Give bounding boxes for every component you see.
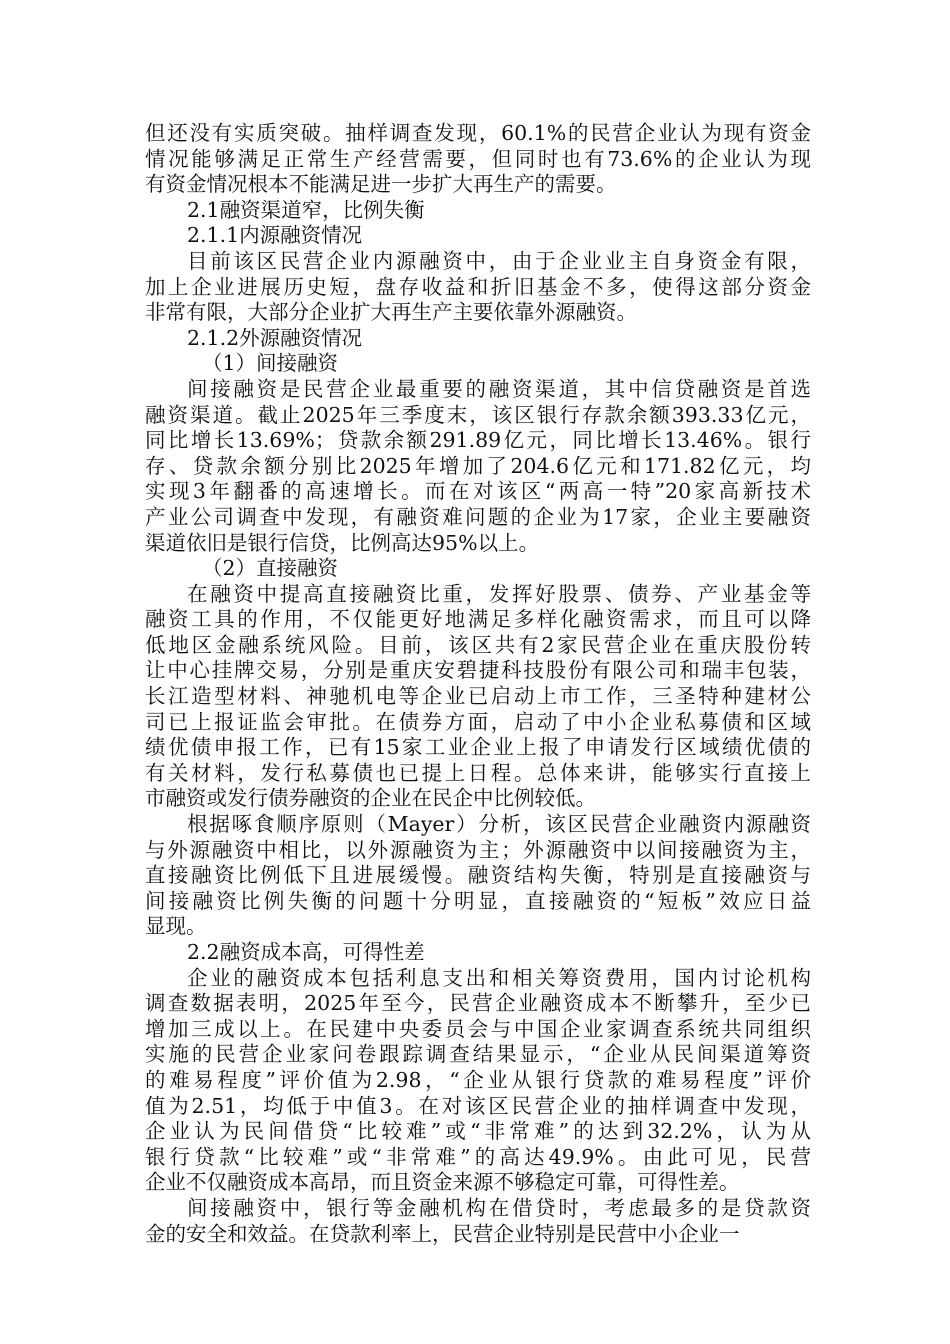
text-line: 间接融资比例失衡的问题十分明显，直接融资的“短板”效应日益 <box>145 888 811 913</box>
paragraph <box>145 812 811 940</box>
section-heading <box>145 198 811 224</box>
text-line: 有资金情况根本不能满足进一步扩大再生产的需要。 <box>145 172 617 197</box>
text-line: 低地区金融系统风险。目前，该区共有2家民营企业在重庆股份转 <box>145 632 811 657</box>
text-line: 间接融资中，银行等金融机构在借贷时，考虑最多的是贷款资 <box>187 1195 811 1220</box>
text-line: 市融资或发行债券融资的企业在民企中比例较低。 <box>145 786 596 811</box>
text-line: 值为2.51，均低于中值3。在对该区民营企业的抽样调查中发现， <box>145 1093 811 1118</box>
paragraph <box>145 377 811 556</box>
text-line: （2）直接融资 <box>202 556 339 581</box>
text-line: 企业的融资成本包括利息支出和相关筹资费用，国内讨论机构 <box>187 965 811 990</box>
section-heading <box>145 351 811 377</box>
text-line: 融资工具的作用，不仅能更好地满足多样化融资需求，而且可以降 <box>145 607 811 632</box>
text-line: 司已上报证监会审批。在债券方面，启动了中小企业私募债和区域 <box>145 709 811 734</box>
text-line: （1）间接融资 <box>202 351 339 376</box>
text-line: 与外源融资中相比，以外源融资为主；外源融资中以间接融资为主， <box>145 837 811 862</box>
text-line: 在融资中提高直接融资比重，发挥好股票、债券、产业基金等 <box>187 581 811 606</box>
text-line: 直接融资比例低下且进展缓慢。融资结构失衡，特别是直接融资与 <box>145 863 811 888</box>
text-line: 银行贷款“比较难”或“非常难”的高达49.9%。由此可见，民营 <box>145 1144 811 1169</box>
text-line: 显现。 <box>145 914 207 939</box>
text-line: 2.1融资渠道窄，比例失衡 <box>187 197 425 222</box>
paragraph <box>145 249 811 326</box>
text-line: 实现3年翻番的高速增长。而在对该区“两高一特”20家高新技术 <box>145 479 811 504</box>
text-line: 增加三成以上。在民建中央委员会与中国企业家调查系统共同组织 <box>145 1016 811 1041</box>
paragraph <box>145 966 811 1196</box>
text-line: 但还没有实质突破。抽样调查发现，60.1%的民营企业认为现有资金 <box>145 121 811 145</box>
text-line: 企业认为民间借贷“比较难”或“非常难”的达到32.2%，认为从 <box>145 1119 811 1144</box>
text-line: 实施的民营企业家问卷跟踪调查结果显示，“企业从民间渠道筹资 <box>145 1042 811 1067</box>
text-line: 目前该区民营企业内源融资中，由于企业业主自身资金有限， <box>187 248 811 273</box>
text-line: 长江造型材料、神驰机电等企业已启动上市工作，三圣特种建材公 <box>145 684 811 709</box>
paragraph <box>145 121 811 198</box>
text-line: 情况能够满足正常生产经营需要，但同时也有73.6%的企业认为现 <box>145 146 811 171</box>
text-line: 绩优债申报工作，已有15家工业企业上报了申请发行区域绩优债的 <box>145 735 811 760</box>
text-line: 非常有限，大部分企业扩大再生产主要依靠外源融资。 <box>145 300 637 325</box>
text-line: 让中心挂牌交易，分别是重庆安碧捷科技股份有限公司和瑞丰包装， <box>145 658 811 683</box>
text-line: 根据啄食顺序原则（Mayer）分析，该区民营企业融资内源融资 <box>187 812 811 837</box>
section-heading <box>145 940 811 966</box>
text-line: 加上企业进展历史短，盘存收益和折旧基金不多，使得这部分资金 <box>145 274 811 299</box>
section-heading <box>145 223 811 249</box>
text-line: 产业公司调查中发现，有融资难问题的企业为17家，企业主要融资 <box>145 504 811 529</box>
text-line: 调查数据表明，2025年至今，民营企业融资成本不断攀升，至少已 <box>145 991 811 1016</box>
text-line: 有关材料，发行私募债也已提上日程。总体来讲，能够实行直接上 <box>145 760 811 785</box>
text-line: 同比增长13.69%；贷款余额291.89亿元，同比增长13.46%。银行 <box>145 428 811 453</box>
document-body <box>145 121 811 1247</box>
paragraph <box>145 1196 811 1247</box>
paragraph <box>145 582 811 812</box>
section-heading <box>145 326 811 352</box>
text-line: 2.2融资成本高，可得性差 <box>187 940 425 964</box>
text-line: 渠道依旧是银行信贷，比例高达95%以上。 <box>145 530 540 555</box>
text-line: 企业不仅融资成本高昂，而且资金来源不够稳定可靠，可得性差。 <box>145 1170 740 1195</box>
text-line: 金的安全和效益。在贷款利率上，民营企业特别是民营中小企业一 <box>145 1221 740 1246</box>
text-line: 融资渠道。截止2025年三季度末，该区银行存款余额393.33亿元， <box>145 402 811 427</box>
section-heading <box>145 556 811 582</box>
text-line: 2.1.1内源融资情况 <box>187 223 363 248</box>
text-line: 间接融资是民营企业最重要的融资渠道，其中信贷融资是首选 <box>187 376 811 401</box>
text-line: 的难易程度”评价值为2.98，“企业从银行贷款的难易程度”评价 <box>145 1067 811 1092</box>
text-line: 存、贷款余额分别比2025年增加了204.6亿元和171.82亿元，均 <box>145 453 811 478</box>
text-line: 2.1.2外源融资情况 <box>187 325 363 350</box>
